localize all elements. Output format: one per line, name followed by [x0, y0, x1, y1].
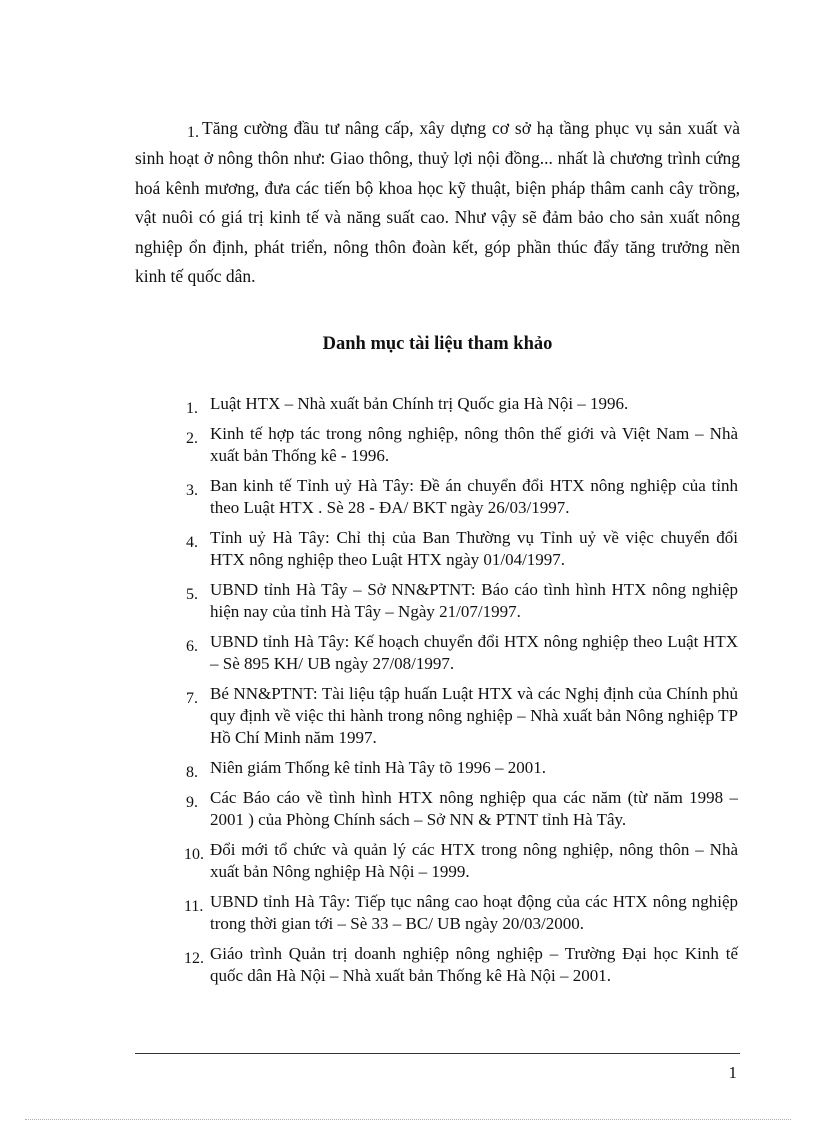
- reference-number: 7.: [186, 690, 198, 707]
- reference-number: 3.: [186, 482, 198, 499]
- intro-text: Tăng cường đầu tư nâng cấp, xây dựng cơ sở hạ tầng phục vụ sản xuất và sinh hoạt ở nông thôn như: Giao thông, thuỷ lợi nội đồng... nhất là chương trình cứng hoá kênh mương, đưa các tiến bộ khoa học kỹ thuật, biện pháp thâm canh cây trồng, vật nuôi có giá trị kinh tế và năng suất cao. Như vậy sẽ đảm bảo cho sản xuất nông nghiệp ổn định, phát triển, nông thôn đoàn kết, góp phần thúc đẩy tăng trưởng nền kinh tế quốc dân.: [135, 117, 740, 286]
- reference-item: [186, 579, 738, 623]
- reference-text: Các Báo cáo về tình hình HTX nông nghiệp qua các năm (từ năm 1998 – 2001 ) của Phòng Chính sách – Sở NN & PTNT tỉnh Hà Tây.: [210, 788, 738, 829]
- reference-number: 12.: [184, 950, 204, 967]
- reference-list: [186, 393, 738, 995]
- reference-item: [186, 891, 738, 935]
- reference-text: Ban kinh tế Tỉnh uỷ Hà Tây: Đề án chuyển đổi HTX nông nghiệp của tỉnh theo Luật HTX . Sè 28 - ĐA/ BKT ngày 26/03/1997.: [210, 476, 738, 517]
- reference-number: 1.: [186, 400, 198, 417]
- reference-number: 2.: [186, 430, 198, 447]
- reference-text: UBND tỉnh Hà Tây – Sở NN&PTNT: Báo cáo tình hình HTX nông nghiệp hiện nay của tỉnh Hà Tây – Ngày 21/07/1997.: [210, 580, 738, 621]
- reference-text: Luật HTX – Nhà xuất bản Chính trị Quốc gia Hà Nội – 1996.: [210, 394, 629, 413]
- reference-text: Niên giám Thống kê tỉnh Hà Tây tõ 1996 – 2001.: [210, 758, 547, 777]
- reference-number: 8.: [186, 764, 198, 781]
- reference-number: 10.: [184, 846, 204, 863]
- reference-number: 6.: [186, 638, 198, 655]
- reference-number: 11.: [184, 898, 204, 915]
- reference-item: [186, 631, 738, 675]
- page-number: 1: [728, 1063, 737, 1082]
- reference-item: [186, 393, 738, 415]
- references-heading: Danh mục tài liệu tham khảo: [322, 334, 553, 354]
- reference-item: [186, 943, 738, 987]
- reference-item: [186, 757, 738, 779]
- reference-number: 9.: [186, 794, 198, 811]
- reference-text: Bé NN&PTNT: Tài liệu tập huấn Luật HTX và các Nghị định của Chính phủ quy định về việc thi hành trong nông nghiệp – Nhà xuất bản Nông nghiệp TP Hồ Chí Minh năm 1997.: [210, 684, 738, 747]
- reference-item: [186, 423, 738, 467]
- reference-item: [186, 527, 738, 571]
- reference-item: [186, 787, 738, 831]
- reference-text: Giáo trình Quản trị doanh nghiệp nông nghiệp – Trường Đại học Kinh tế quốc dân Hà Nội – Nhà xuất bản Thống kê Hà Nội – 2001.: [210, 944, 738, 985]
- reference-number: 4.: [186, 534, 198, 551]
- footer-divider: [135, 1053, 740, 1054]
- reference-text: UBND tỉnh Hà Tây: Tiếp tục nâng cao hoạt động của các HTX nông nghiệp trong thời gian tới – Sè 33 – BC/ UB ngày 20/03/2000.: [210, 892, 738, 933]
- reference-text: Tỉnh uỷ Hà Tây: Chỉ thị của Ban Thường vụ Tỉnh uỷ về việc chuyển đổi HTX nông nghiệp theo Luật HTX ngày 01/04/1997.: [210, 528, 738, 569]
- intro-number: 1.: [187, 123, 199, 141]
- reference-text: Đổi mới tổ chức và quản lý các HTX trong nông nghiệp, nông thôn – Nhà xuất bản Nông nghiệp Hà Nội – 1999.: [210, 840, 738, 881]
- reference-text: Kinh tế hợp tác trong nông nghiệp, nông thôn thế giới và Việt Nam – Nhà xuất bản Thống kê - 1996.: [210, 424, 738, 465]
- intro-paragraph: [135, 114, 740, 292]
- reference-item: [186, 839, 738, 883]
- page-bottom-border: [25, 1119, 791, 1120]
- reference-text: UBND tỉnh Hà Tây: Kế hoạch chuyển đổi HTX nông nghiệp theo Luật HTX – Sè 895 KH/ UB ngày 27/08/1997.: [210, 632, 738, 673]
- reference-item: [186, 683, 738, 749]
- reference-number: 5.: [186, 586, 198, 603]
- reference-item: [186, 475, 738, 519]
